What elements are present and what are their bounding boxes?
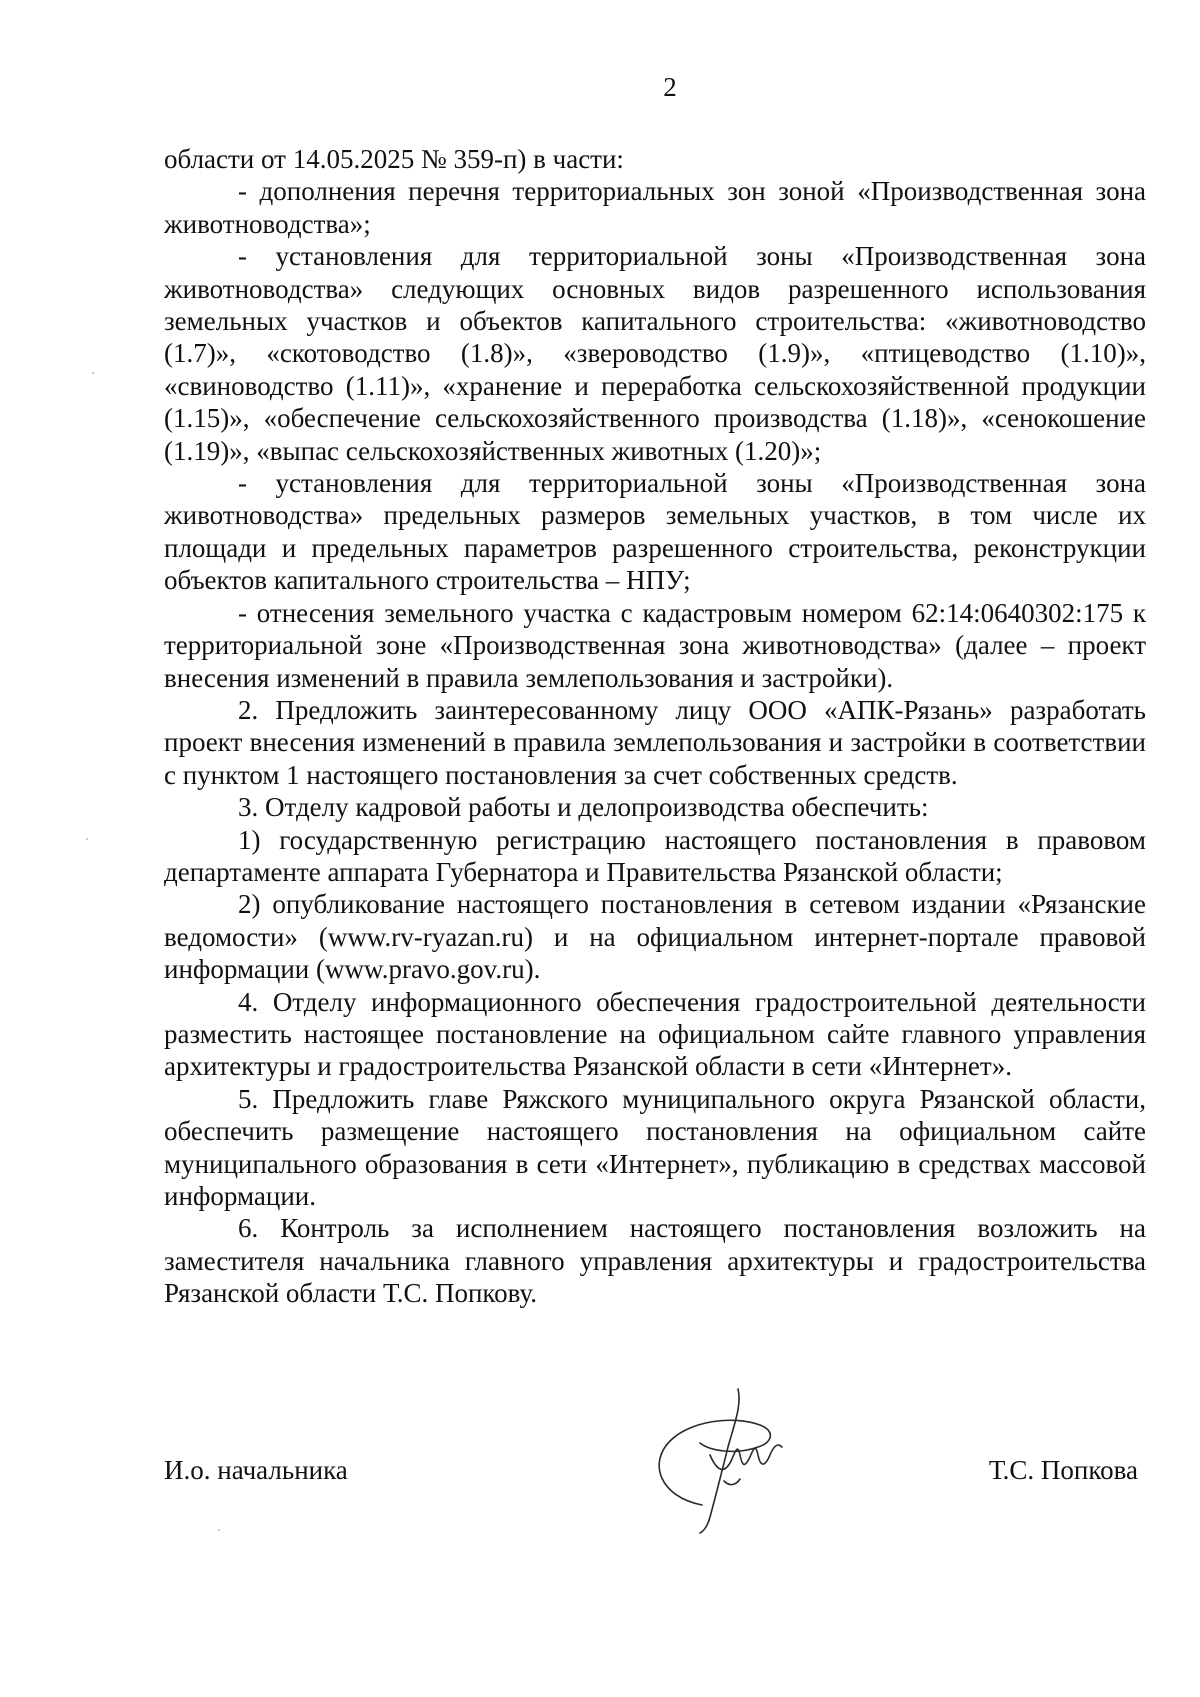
paragraph-clause-4: 4. Отделу информационного обеспечения градостроительной деятельности разместить настоящее постановление на официальном сайте главного управления архитектуры и градостроительства Рязанской области в сети «Интернет». <box>164 986 1146 1082</box>
paragraph-clause-2: 2. Предложить заинтересованному лицу ООО «АПК-Рязань» разработать проект внесения изменений в правила землепользования и застройки в соответствии с пунктом 1 настоящего постановления за счет собственных средств. <box>164 694 1146 790</box>
paragraph-item-permitted-uses: - установления для территориальной зоны «Производственная зона животноводства» следующих основных видов разрешенного использования земельных участков и объектов капитального строительства: «животноводство (1.7)», «скотоводство (1.8)», «звероводство (1.9)», «птицеводство (1.10)», «свиноводство (1.11)», «хранение и переработка сельскохозяйственной продукции (1.15)», «обеспечение сельскохозяйственного производства (1.18)», «сенокошение (1.19)», «выпас сельскохозяйственных животных (1.20)»; <box>164 241 1146 466</box>
scan-speck <box>86 838 88 840</box>
paragraph-item-size-limits: - установления для территориальной зоны «Производственная зона животноводства» предельных размеров земельных участков, в том числе их площади и предельных параметров разрешенного строительства, реконструкции объектов капитального строительства – НПУ; <box>164 468 1146 596</box>
paragraph-clause-3-1: 1) государственную регистрацию настоящего постановления в правовом департаменте аппарата Губернатора и Правительства Рязанской области; <box>164 824 1146 887</box>
scan-speck <box>218 1529 220 1531</box>
handwritten-signature <box>640 1385 810 1535</box>
signatory-title: И.о. начальника <box>164 1455 348 1485</box>
paragraph-clause-5: 5. Предложить главе Ряжского муниципального округа Рязанской области, обеспечить размещение настоящего постановления на официальном сайте муниципального образования в сети «Интернет», публикацию в средствах массовой информации. <box>164 1083 1146 1211</box>
page-number: 2 <box>663 72 677 102</box>
signatory-name: Т.С. Попкова <box>988 1455 1138 1485</box>
scan-speck <box>92 372 94 374</box>
paragraph-clause-3: 3. Отделу кадровой работы и делопроизводства обеспечить: <box>238 792 929 823</box>
paragraph-item-land-plot: - отнесения земельного участка с кадастровым номером 62:14:0640302:175 к территориальной зоне «Производственная зона животноводства» (далее – проект внесения изменений в правила землепользования и застройки). <box>164 597 1146 693</box>
paragraph-clause-6: 6. Контроль за исполнением настоящего постановления возложить на заместителя начальника главного управления архитектуры и градостроительства Рязанской области Т.С. Попкову. <box>164 1213 1146 1309</box>
paragraph-item-zone-addition: - дополнения перечня территориальных зон зоной «Производственная зона животноводства»; <box>164 176 1146 239</box>
paragraph-intro: области от 14.05.2025 № 359-п) в части: <box>164 144 624 174</box>
document-body <box>164 143 1146 1310</box>
paragraph-clause-3-2: 2) опубликование настоящего постановления в сетевом издании «Рязанские ведомости» (www.rv-ryazan.ru) и на официальном интернет-портале правовой информации (www.pravo.gov.ru). <box>164 889 1146 985</box>
